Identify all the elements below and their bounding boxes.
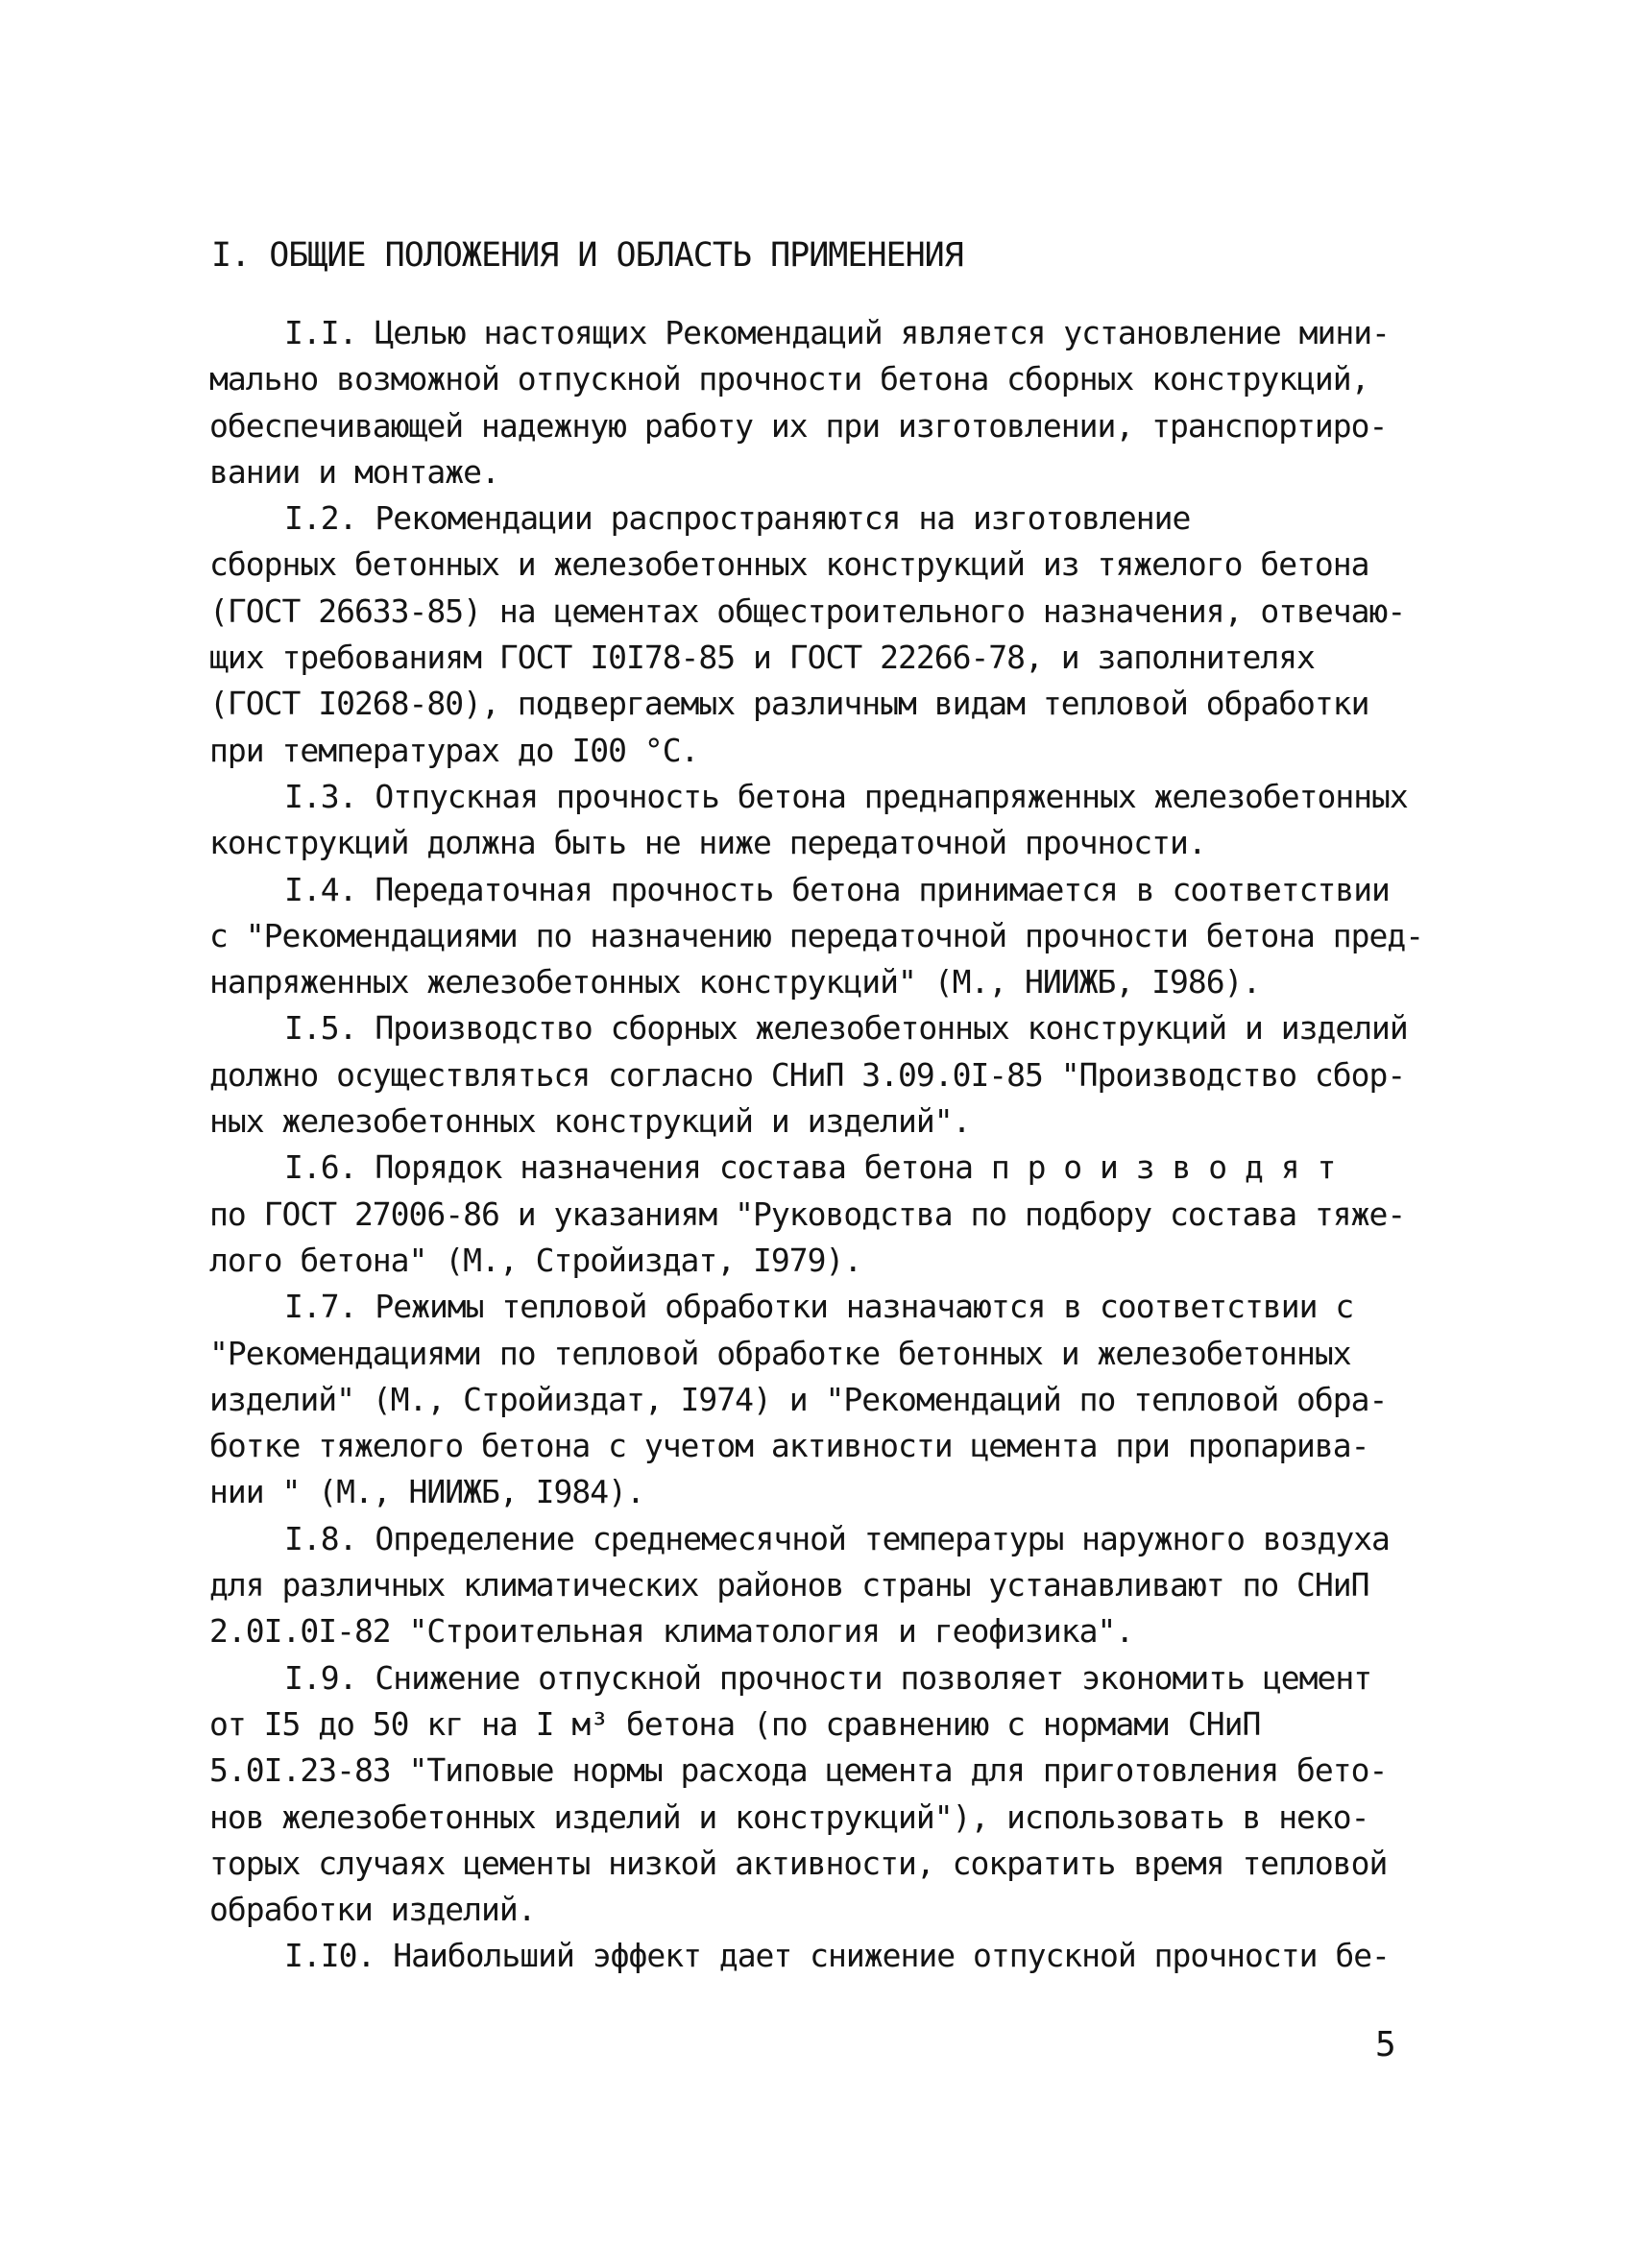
paragraph-line: I.2. Рекомендации распространяются на изготовление	[284, 499, 1191, 538]
paragraph-line: изделий" (М., Стройиздат, I974) и "Рекомендаций по тепловой обра-	[209, 1380, 1388, 1418]
paragraph-line: I.I0. Наибольший эффект дает снижение отпускной прочности бе-	[284, 1937, 1390, 1975]
paragraph-line: нии " (М., НИИЖБ, I984).	[209, 1473, 644, 1511]
paragraph-line: (ГОСТ 26633-85) на цементах общестроительного назначения, отвечаю-	[209, 591, 1406, 630]
paragraph-line: ных железобетонных конструкций и изделий".	[209, 1102, 971, 1141]
paragraph-line: I.8. Определение среднемесячной температуры наружного воздуха	[284, 1519, 1390, 1557]
paragraph-line: для различных климатических районов страны устанавливают по СНиП	[209, 1566, 1369, 1604]
paragraph-line: обеспечивающей надежную работу их при изготовлении, транспортиро-	[209, 406, 1388, 445]
paragraph-line: конструкций должна быть не ниже передаточной прочности.	[209, 824, 1206, 862]
paragraph-line: от I5 до 50 кг на I м³ бетона (по сравнению с нормами СНиП	[209, 1704, 1261, 1743]
paragraph-line: I.I. Целью настоящих Рекомендаций является установление мини-	[284, 314, 1390, 351]
paragraph-line: щих требованиям ГОСТ I0I78-85 и ГОСТ 22266-78, и заполнителях	[209, 639, 1315, 677]
paragraph-line: 2.0I.0I-82 "Строительная климатология и геофизика".	[209, 1612, 1134, 1651]
paragraph-line: I.7. Режимы тепловой обработки назначаются в соответствии с	[284, 1288, 1354, 1326]
paragraph-line: мально возможной отпускной прочности бетона сборных конструкций,	[209, 360, 1369, 398]
paragraph-line: обработки изделий.	[209, 1891, 536, 1929]
page-number: 5	[1375, 2025, 1396, 2064]
paragraph-line: I.3. Отпускная прочность бетона преднапряженных железобетонных	[284, 777, 1408, 815]
paragraph-line: с "Рекомендациями по назначению передаточной прочности бетона пред-	[209, 916, 1424, 954]
paragraph-line: 5.0I.23-83 "Типовые нормы расхода цемента для приготовления бето-	[209, 1751, 1388, 1790]
paragraph-line: "Рекомендациями по тепловой обработке бетонных и железобетонных	[209, 1334, 1351, 1372]
body-text	[209, 310, 1448, 1980]
section-heading: I. ОБЩИЕ ПОЛОЖЕНИЯ И ОБЛАСТЬ ПРИМЕНЕНИЯ	[211, 236, 963, 275]
paragraph-line: ботке тяжелого бетона с учетом активности цемента при пропарива-	[209, 1427, 1369, 1465]
paragraph-line: (ГОСТ I0268-80), подвергаемых различным видам тепловой обработки	[209, 685, 1369, 723]
paragraph-line: вании и монтаже.	[209, 452, 499, 491]
paragraph-line: должно осуществляться согласно СНиП 3.09.0I-85 "Производство сбор-	[209, 1055, 1406, 1094]
paragraph-line: I.6. Порядок назначения состава бетона п р о и з в о д я т	[284, 1148, 1336, 1187]
paragraph-line: по ГОСТ 27006-86 и указаниям "Руководства по подбору состава тяже-	[209, 1194, 1406, 1233]
paragraph-line: I.9. Снижение отпускной прочности позволяет экономить цемент	[284, 1658, 1372, 1697]
paragraph-line: I.5. Производство сборных железобетонных конструкций и изделий	[284, 1009, 1408, 1048]
paragraph-line: лого бетона" (М., Стройиздат, I979).	[209, 1241, 862, 1279]
paragraph-line: нов железобетонных изделий и конструкций"), использовать в неко-	[209, 1798, 1369, 1836]
paragraph-line: напряженных железобетонных конструкций" (М., НИИЖБ, I986).	[209, 963, 1261, 1001]
paragraph-line: сборных бетонных и железобетонных конструкций из тяжелого бетона	[209, 545, 1369, 584]
paragraph-line: торых случаях цементы низкой активности, сократить время тепловой	[209, 1844, 1388, 1882]
paragraph-line: I.4. Передаточная прочность бетона принимается в соответствии	[284, 870, 1390, 908]
paragraph-line: при температурах до I00 °С.	[209, 731, 699, 769]
